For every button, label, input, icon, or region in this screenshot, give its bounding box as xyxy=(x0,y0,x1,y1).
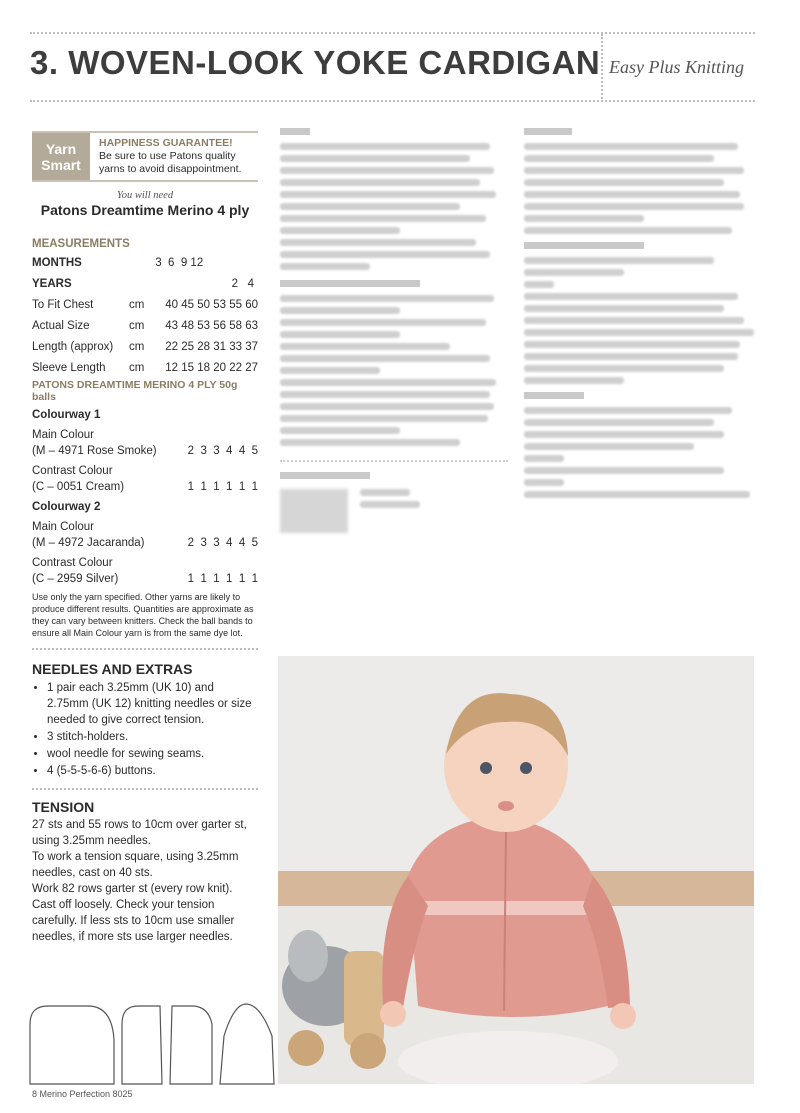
section-divider xyxy=(32,788,258,790)
garment-schematic xyxy=(28,1000,278,1086)
colourway-1-label: Colourway 1 xyxy=(32,409,101,421)
pattern-instructions-column-2 xyxy=(524,128,752,503)
years-values: 2 4 xyxy=(231,277,254,290)
measurement-row xyxy=(32,294,258,315)
measurements-table xyxy=(32,252,258,378)
sleeve-piece-outline xyxy=(220,1004,274,1084)
needles-item: • wool needle for sewing seams. xyxy=(47,746,258,762)
top-dotted-rule xyxy=(30,32,755,34)
tension-line: Cast off loosely. Check your tension carefully. If less sts to 10cm use smaller needles, if more sts use larger needles. xyxy=(32,899,235,943)
years-row xyxy=(32,273,258,294)
needles-heading: NEEDLES AND EXTRAS xyxy=(32,661,193,677)
yarn-smart-line1: Be sure to use Patons quality xyxy=(99,150,236,162)
measurement-values: 40 45 50 53 55 60 xyxy=(165,298,258,311)
you-will-need-label: You will need xyxy=(116,190,174,201)
difficulty-label: Easy Plus Knitting xyxy=(609,57,744,77)
pattern-instructions-column-1 xyxy=(280,128,508,533)
years-label: YEARS xyxy=(32,277,72,290)
measurement-row xyxy=(32,315,258,336)
page-title: 3. WOVEN-LOOK YOKE CARDIGAN xyxy=(30,44,601,81)
yarn-smart-badge-line2: Smart xyxy=(41,157,81,173)
yarn-requirements-table xyxy=(32,403,258,587)
measurement-row xyxy=(32,357,258,378)
right-front-piece-outline xyxy=(170,1006,212,1084)
measurement-label: Sleeve Length xyxy=(32,361,106,374)
measurement-label: Actual Size xyxy=(32,319,90,332)
measurement-unit: cm xyxy=(128,340,145,353)
happiness-guarantee-heading: HAPPINESS GUARANTEE! xyxy=(99,137,233,149)
months-label: MONTHS xyxy=(32,256,82,269)
measurements-heading: MEASUREMENTS xyxy=(32,238,130,250)
left-front-piece-outline xyxy=(122,1006,162,1084)
title-separator xyxy=(601,34,603,102)
yarn-smart-line2: yarns to avoid disappointment. xyxy=(99,163,242,175)
header-bottom-dotted-rule xyxy=(30,100,755,102)
tension-line: Work 82 rows garter st (every row knit). xyxy=(32,883,233,895)
yarn-requirements-heading: PATONS DREAMTIME MERINO 4 PLY 50g balls xyxy=(32,379,238,403)
tension-text xyxy=(32,817,258,945)
page-footer: 8 Merino Perfection 8025 xyxy=(32,1089,133,1099)
cw2-main-label-line2: (M – 4972 Jacaranda) xyxy=(32,537,145,549)
cw1-main-label-line2: (M – 4971 Rose Smoke) xyxy=(32,445,157,457)
cw2-contrast-label-line1: Contrast Colour xyxy=(32,557,113,569)
tension-line: 27 sts and 55 rows to 10cm over garter st, using 3.25mm needles. xyxy=(32,819,247,847)
tension-heading: TENSION xyxy=(32,799,95,815)
baby-cardigan-photo xyxy=(278,656,754,1084)
colourway-2-label: Colourway 2 xyxy=(32,501,101,513)
section-divider xyxy=(32,648,258,650)
cw2-main-label-line1: Main Colour xyxy=(32,521,94,533)
yarn-smart-box xyxy=(32,131,258,182)
measurement-label: To Fit Chest xyxy=(32,298,94,311)
measurement-unit: cm xyxy=(128,361,145,374)
yarn-smart-badge-line1: Yarn xyxy=(45,141,77,157)
yarn-note: Use only the yarn specified. Other yarns are likely to produce different results. Quantities are approximate as they can vary between knitters. Check the ball bands to ensure all Main Colour yarn is from the same dye lot. xyxy=(32,592,254,638)
months-row xyxy=(32,252,258,273)
cw2-contrast-quantities: 1 1 1 1 1 1 xyxy=(187,573,258,585)
cw1-contrast-label-line1: Contrast Colour xyxy=(32,465,113,477)
measurement-row xyxy=(32,336,258,357)
cw1-contrast-label-line2: (C – 0051 Cream) xyxy=(32,481,125,493)
cw1-main-label-line1: Main Colour xyxy=(32,429,94,441)
measurement-unit: cm xyxy=(128,298,145,311)
measurement-values: 12 15 18 20 22 27 xyxy=(165,361,258,374)
measurement-unit: cm xyxy=(128,319,145,332)
yarn-smart-badge xyxy=(32,133,90,180)
yarn-name: Patons Dreamtime Merino 4 ply xyxy=(40,202,250,218)
measurement-values: 43 48 53 56 58 63 xyxy=(165,319,258,332)
needles-list xyxy=(32,680,258,779)
needles-item: • 4 (5-5-5-6-6) buttons. xyxy=(47,763,258,779)
cw2-main-quantities: 2 3 3 4 4 5 xyxy=(187,537,258,549)
months-values: 3 6 9 12 xyxy=(155,256,204,269)
cw1-contrast-quantities: 1 1 1 1 1 1 xyxy=(187,481,258,493)
yarn-smart-text xyxy=(90,133,241,180)
needles-item: • 3 stitch-holders. xyxy=(47,729,258,745)
measurement-values: 22 25 28 31 33 37 xyxy=(165,340,258,353)
left-column xyxy=(32,131,258,945)
cw2-contrast-label-line2: (C – 2959 Silver) xyxy=(32,573,119,585)
back-piece-outline xyxy=(30,1006,114,1084)
measurement-label: Length (approx) xyxy=(32,340,114,353)
tension-line: To work a tension square, using 3.25mm needles, cast on 40 sts. xyxy=(32,851,239,879)
cw1-main-quantities: 2 3 3 4 4 5 xyxy=(187,445,258,457)
needles-item: • 1 pair each 3.25mm (UK 10) and 2.75mm (UK 12) knitting needles or size needed to give correct tension. xyxy=(47,680,258,728)
